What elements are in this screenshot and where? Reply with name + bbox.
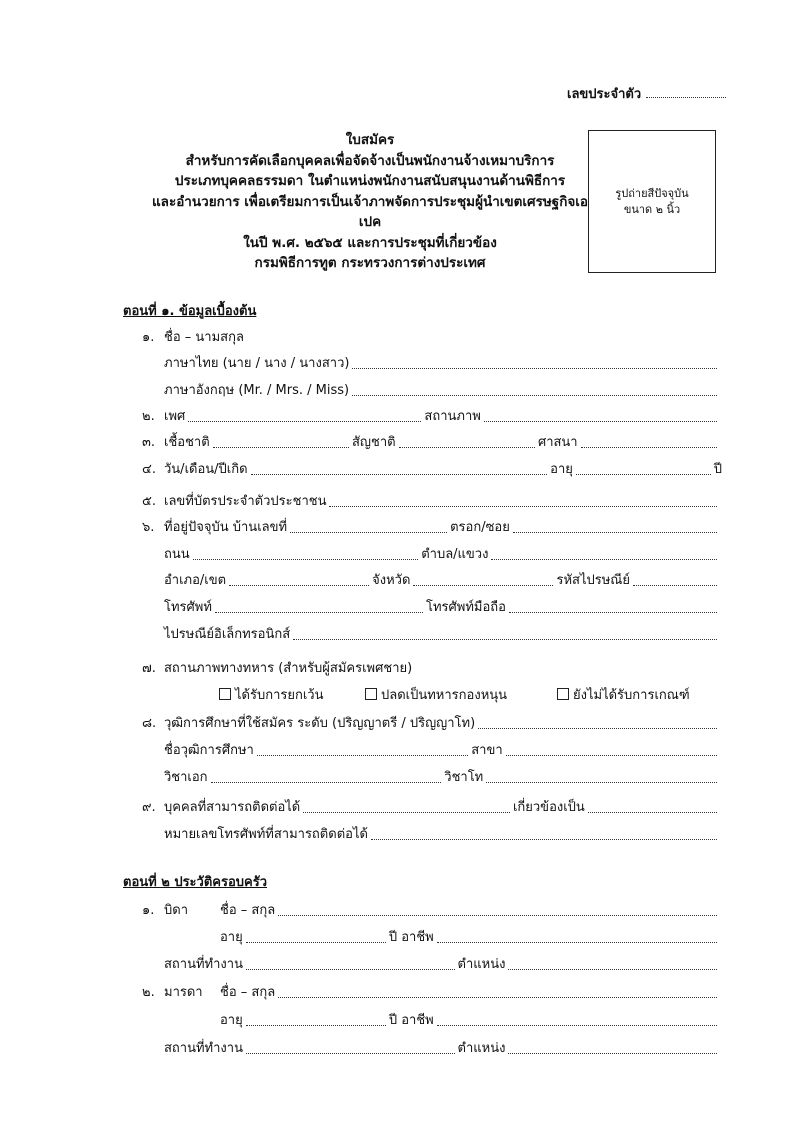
part2-heading: ตอนที่ ๒ ประวัติครอบครัว	[123, 875, 268, 890]
title-line-1: ใบสมัคร	[345, 132, 395, 148]
mother-workplace-label: สถานที่ทำงาน	[164, 1041, 243, 1056]
mother-age-label: อายุ	[220, 1013, 243, 1028]
photo-placeholder[interactable]	[588, 130, 716, 273]
father-work-row	[164, 956, 720, 974]
mother-age-row	[220, 1012, 720, 1030]
road-blank[interactable]	[193, 558, 419, 560]
subdistrict-blank[interactable]	[491, 558, 717, 560]
minor-label: วิชาโท	[444, 770, 484, 785]
title-line-4: และอำนวยการ เพื่อเตรียมการเป็นเจ้าภาพจัดการประชุมผู้นำเขตเศรษฐกิจเอเปค	[151, 193, 589, 230]
year-label: ปี	[713, 462, 722, 477]
father-name-label: ชื่อ – สกุล	[220, 903, 276, 918]
contact-blank[interactable]	[303, 811, 510, 813]
contact-phone-blank[interactable]	[371, 838, 717, 840]
mother-position-label: ตำแหน่ง	[457, 1041, 506, 1056]
mother-name-row: ๒. มารดา ชื่อ – สกุล	[142, 984, 720, 1002]
field-blank[interactable]	[506, 754, 717, 756]
religion-label: ศาสนา	[537, 435, 578, 450]
father-name-row: ๑. บิดา ชื่อ – สกุล	[142, 902, 720, 920]
gender-blank[interactable]	[188, 420, 421, 422]
photo-label-1: รูปถ่ายสีปัจจุบัน	[615, 186, 689, 200]
mother-name-label: ชื่อ – สกุล	[220, 985, 276, 1000]
mother-occupation-blank[interactable]	[437, 1024, 717, 1026]
mother-position-blank[interactable]	[508, 1052, 717, 1054]
title-line-2: สำหรับการคัดเลือกบุคคลเพื่อจัดจ้างเป็นพนักงานจ้างเหมาบริการ	[185, 152, 555, 169]
q7-heading: ๗. สถานภาพทางทหาร (สำหรับผู้สมัครเพศชาย)	[142, 661, 413, 676]
phone-blank[interactable]	[215, 611, 423, 613]
subdistrict-label: ตำบล/แขวง	[421, 547, 489, 562]
alley-blank[interactable]	[513, 531, 717, 533]
checkbox[interactable]	[365, 688, 377, 700]
edu-level-label: วุฒิการศึกษาที่ใช้สมัคร ระดับ (ปริญญาตรี / ปริญญาโท)	[164, 716, 476, 731]
mother-label: มารดา	[164, 985, 203, 1000]
dob-blank[interactable]	[251, 473, 548, 475]
q8-row-3	[164, 769, 720, 787]
form-title	[150, 130, 590, 274]
father-workplace-label: สถานที่ทำงาน	[164, 957, 243, 972]
mother-workplace-blank[interactable]	[246, 1052, 455, 1054]
house-no-blank[interactable]	[290, 531, 447, 533]
father-occupation-label: ปี อาชีพ	[388, 930, 434, 945]
part1-heading: ตอนที่ ๑. ข้อมูลเบื้องต้น	[123, 304, 257, 319]
degree-label: ชื่อวุฒิการศึกษา	[164, 743, 254, 758]
contact-phone-label: หมายเลขโทรศัพท์ที่สามารถติดต่อได้	[164, 827, 368, 842]
road-label: ถนน	[164, 547, 190, 562]
gender-label: เพศ	[164, 409, 186, 424]
applicant-id-field[interactable]	[567, 86, 726, 104]
phone-label: โทรศัพท์	[164, 600, 212, 615]
q8-row-1: ๘. วุฒิการศึกษาที่ใช้สมัคร ระดับ (ปริญญาตรี / ปริญญาโท)	[142, 715, 720, 733]
alley-label: ตรอก/ซอย	[450, 520, 510, 535]
q1-thai-name-field[interactable]: ภาษาไทย (นาย / นาง / นางสาว)	[164, 355, 720, 373]
minor-blank[interactable]	[486, 781, 717, 783]
photo-label-2: ขนาด ๒ นิ้ว	[623, 202, 681, 216]
q6-row-5	[164, 626, 720, 644]
father-age-row	[220, 929, 720, 947]
father-name-blank[interactable]	[278, 914, 717, 916]
degree-blank[interactable]	[257, 754, 468, 756]
house-no-label: ที่อยู่ปัจจุบัน บ้านเลขที่	[164, 520, 288, 535]
blank[interactable]	[352, 367, 717, 369]
q6-row-1: ๖. ที่อยู่ปัจจุบัน บ้านเลขที่ ตรอก/ซอย	[142, 519, 720, 537]
religion-blank[interactable]	[581, 446, 717, 448]
postcode-blank[interactable]	[633, 584, 717, 586]
district-label: อำเภอ/เขต	[164, 573, 227, 588]
mother-name-blank[interactable]	[278, 996, 717, 998]
q1-heading: ๑. ชื่อ – นามสกุล	[142, 330, 244, 345]
applicant-id-label: เลขประจำตัว	[567, 87, 642, 102]
q4-row: ๔. วัน/เดือน/ปีเกิด อายุ ปี	[142, 462, 722, 477]
father-age-blank[interactable]	[246, 941, 386, 943]
field-label: สาขา	[471, 743, 503, 758]
military-option-not-drafted[interactable]: ยังไม่ได้รับการเกณฑ์	[557, 687, 690, 705]
mother-work-row	[164, 1040, 720, 1058]
dob-label: วัน/เดือน/ปีเกิด	[164, 462, 248, 477]
major-blank[interactable]	[211, 781, 442, 783]
district-blank[interactable]	[229, 584, 369, 586]
father-occupation-blank[interactable]	[437, 941, 717, 943]
applicant-id-blank[interactable]	[646, 87, 726, 98]
father-workplace-blank[interactable]	[246, 968, 455, 970]
q6-row-2	[164, 546, 720, 564]
father-age-label: อายุ	[220, 930, 243, 945]
q9-row-2	[164, 826, 720, 844]
checkbox[interactable]	[219, 688, 231, 700]
q2-row: ๒. เพศ สถานภาพ	[142, 408, 720, 426]
mother-occupation-label: ปี อาชีพ	[388, 1013, 434, 1028]
province-label: จังหวัด	[372, 573, 411, 588]
nationality-blank[interactable]	[399, 446, 535, 448]
race-blank[interactable]	[213, 446, 349, 448]
blank[interactable]	[352, 394, 717, 396]
email-blank[interactable]	[293, 638, 717, 640]
military-option-exempt[interactable]: ได้รับการยกเว้น	[219, 687, 324, 705]
q6-row-4	[164, 599, 720, 617]
title-line-3: ประเภทบุคคลธรรมดา ในตำแหน่งพนักงานสนับสนุนงานด้านพิธีการ	[174, 173, 566, 189]
marital-blank[interactable]	[484, 420, 717, 422]
title-line-6: กรมพิธีการทูต กระทรวงการต่างประเทศ	[254, 255, 486, 271]
military-option-reserve[interactable]: ปลดเป็นทหารกองหนุน	[365, 687, 507, 705]
postcode-label: รหัสไปรษณีย์	[556, 573, 630, 588]
q3-row: ๓. เชื้อชาติ สัญชาติ ศาสนา	[142, 434, 720, 452]
q1-english-name-field[interactable]: ภาษาอังกฤษ (Mr. / Mrs. / Miss)	[164, 382, 720, 400]
relation-blank[interactable]	[588, 811, 717, 813]
title-line-5: ในปี พ.ศ. ๒๕๖๕ และการประชุมที่เกี่ยวข้อง	[243, 234, 497, 251]
race-label: เชื้อชาติ	[164, 435, 210, 450]
father-position-label: ตำแหน่ง	[457, 957, 506, 972]
major-label: วิชาเอก	[164, 770, 208, 785]
mobile-blank[interactable]	[509, 611, 717, 613]
age-blank[interactable]	[576, 473, 711, 475]
province-blank[interactable]	[413, 584, 553, 586]
marital-label: สถานภาพ	[424, 409, 481, 424]
id-card-blank[interactable]	[329, 505, 717, 507]
father-label: บิดา	[164, 903, 188, 918]
relation-label: เกี่ยวข้องเป็น	[512, 800, 585, 815]
contact-label: บุคคลที่สามารถติดต่อได้	[164, 800, 301, 815]
email-label: ไปรษณีย์อิเล็กทรอนิกส์	[164, 627, 291, 642]
q6-row-3	[164, 572, 720, 590]
id-card-label: เลขที่บัตรประจำตัวประชาชน	[164, 494, 327, 509]
edu-level-blank[interactable]	[478, 727, 717, 729]
mobile-label: โทรศัพท์มือถือ	[425, 600, 506, 615]
checkbox[interactable]	[557, 688, 569, 700]
q9-row-1: ๙. บุคคลที่สามารถติดต่อได้ เกี่ยวข้องเป็น	[142, 799, 720, 817]
q5-row: ๕. เลขที่บัตรประจำตัวประชาชน	[142, 493, 720, 511]
age-label: อายุ	[550, 462, 573, 477]
q8-row-2	[164, 742, 720, 760]
father-position-blank[interactable]	[508, 968, 717, 970]
nationality-label: สัญชาติ	[352, 435, 396, 450]
mother-age-blank[interactable]	[246, 1024, 386, 1026]
